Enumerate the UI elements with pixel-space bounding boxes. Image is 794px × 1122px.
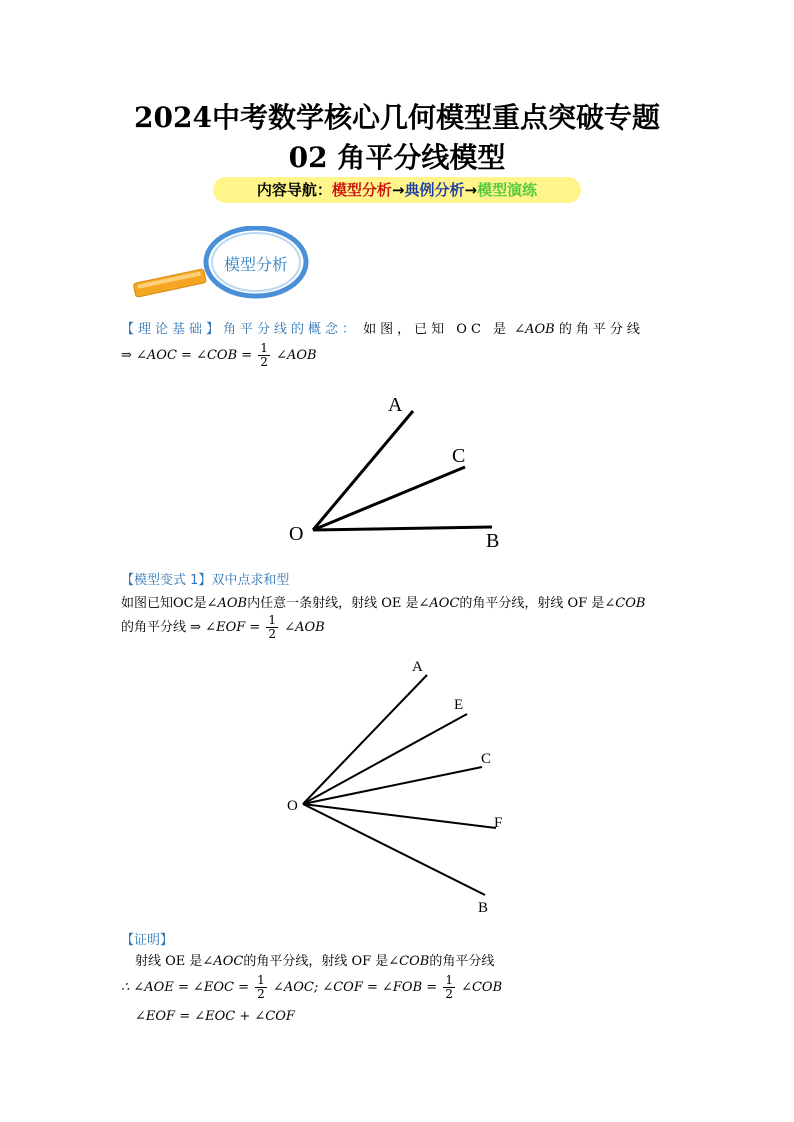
section-badge: [130, 226, 320, 306]
proof-line-3: ∠EOF = ∠EOC + ∠COF: [135, 1009, 295, 1024]
proof-line-1: 射线 OE 是∠AOC的角平分线，射线 OF 是∠COB的角平分线: [135, 954, 495, 969]
ray-oe: [303, 714, 467, 804]
nav-prefix: 内容导航：: [256, 181, 332, 199]
ray-ob: [303, 804, 485, 895]
theory-line-1: [121, 318, 644, 337]
fraction: $\frac{1}{2}$: [268, 613, 277, 641]
label-b: B: [486, 530, 500, 552]
theory-formula: [121, 342, 317, 369]
fraction: $\frac{1}{2}$: [260, 341, 268, 369]
title-line-2: 02 角平分线模型: [288, 141, 506, 174]
content-navigation: [213, 177, 581, 203]
nav-item-example-analysis: 典例分析: [404, 181, 465, 199]
fraction: $\frac{1}{2}$: [445, 973, 453, 1001]
label-e: E: [454, 697, 464, 713]
fraction: $\frac{1}{2}$: [257, 973, 265, 1001]
ray-oa: [303, 675, 427, 804]
theory-text: 如图，已知 OC 是: [363, 322, 511, 337]
label-f: F: [494, 815, 503, 831]
variant-label: 【模型变式 1】双中点求和型: [121, 573, 290, 588]
title-line-1: 2024中考数学核心几何模型重点突破专题: [134, 101, 660, 134]
nav-arrow-icon: →: [464, 181, 478, 199]
nav-arrow-icon: →: [391, 181, 405, 199]
label-b: B: [478, 900, 489, 916]
ray-of: [303, 804, 496, 828]
figure-2-double-bisector: [280, 655, 520, 917]
proof-line-2: ∴ ∠AOE = ∠EOC = $\frac{1}{2}$ ∠AOC; ∠COF = ∠FOB = $\frac{1}{2}$ ∠COB: [121, 973, 503, 1001]
ray-oc: [303, 767, 482, 804]
nav-item-model-practice: 模型演练: [477, 181, 538, 199]
variant-line-1: 如图已知OC是∠AOB内任意一条射线，射线 OE 是∠AOC的角平分线，射线 OF 是∠COB: [121, 596, 646, 611]
label-a: A: [412, 659, 423, 675]
figure-1-angle-bisector: [280, 385, 520, 555]
theory-formula-left: ⇒ ∠AOC = ∠COB =: [121, 348, 253, 363]
ray-ob: [313, 527, 492, 530]
label-o: O: [287, 798, 298, 814]
theory-text-end: 的角平分线: [558, 322, 644, 337]
proof-label: 【证明】: [121, 933, 174, 948]
nav-item-model-analysis: 模型分析: [331, 181, 392, 199]
label-a: A: [388, 394, 403, 416]
ray-oa: [313, 411, 413, 530]
theory-formula-right: ∠AOB: [276, 348, 317, 363]
theory-label: 【理论基础】角平分线的概念：: [121, 322, 360, 337]
ray-oc: [313, 467, 465, 530]
label-c: C: [481, 751, 492, 767]
label-c: C: [452, 445, 466, 467]
theory-angle: ∠AOB: [514, 322, 555, 337]
badge-label: 模型分析: [223, 255, 288, 274]
label-o: O: [289, 523, 304, 545]
variant-line-2: 的角平分线 ⇒ ∠EOF = $\frac{1}{2}$ ∠AOB: [121, 613, 325, 641]
